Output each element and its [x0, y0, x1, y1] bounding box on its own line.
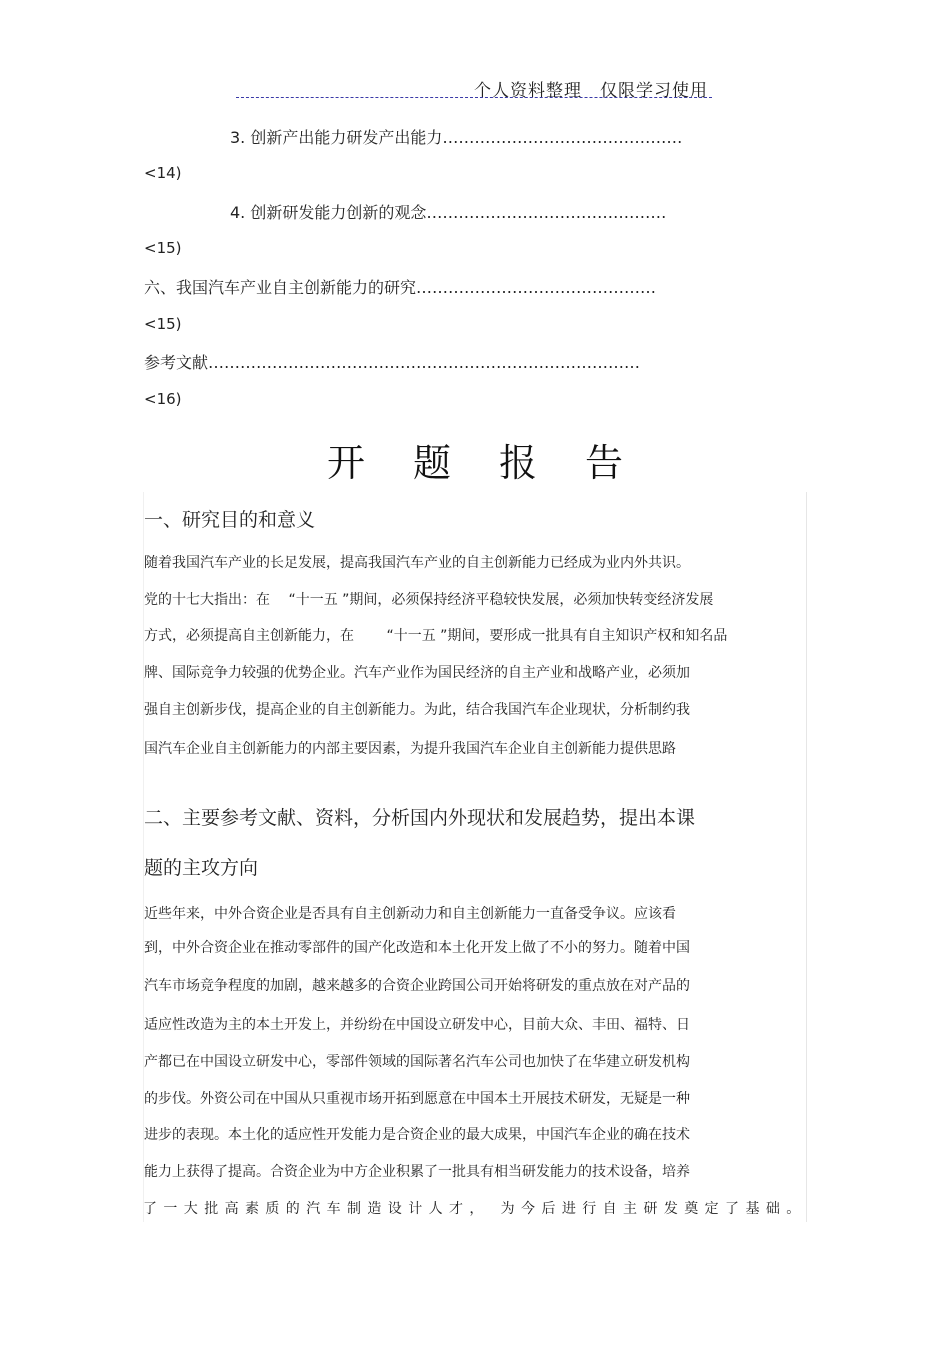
toc-entry	[230, 200, 666, 223]
toc-label: 六、我国汽车产业自主创新能力的研究	[144, 278, 417, 297]
toc-leader: ………………………………………………………………………	[208, 353, 641, 372]
paragraph-line: 近些年来，中外合资企业是否具有自主创新动力和自主创新能力一直备受争议。应该看	[144, 906, 676, 922]
header-divider	[236, 97, 712, 98]
paragraph-line: 进步的表现。本土化的适应性开发能力是合资企业的最大成果，中国汽车企业的确在技术	[144, 1127, 690, 1143]
paragraph-line-justified: 了一大批高素质的汽车制造设计人才， 为今后进行自主研发奠定了基础。	[143, 1201, 807, 1217]
paragraph-line: 国汽车企业自主创新能力的内部主要因素，为提升我国汽车企业自主创新能力提供思路	[144, 741, 676, 757]
paragraph-line: 随着我国汽车产业的长足发展，提高我国汽车产业的自主创新能力已经成为业内外共识。	[144, 555, 690, 571]
paragraph-line: 牌、国际竞争力较强的优势企业。汽车产业作为国民经济的自主产业和战略产业，必须加	[144, 665, 690, 681]
toc-leader: ………………………………………	[442, 128, 683, 147]
paragraph-line: 到，中外合资企业在推动零部件的国产化改造和本土化开发上做了不小的努力。随着中国	[144, 940, 690, 956]
paragraph-line: 能力上获得了提高。合资企业为中方企业积累了一批具有相当研发能力的技术设备，培养	[144, 1164, 690, 1180]
paragraph-line: 产都已在中国设立研发中心，零部件领域的国际著名汽车公司也加快了在华建立研发机构	[144, 1054, 690, 1070]
toc-leader: ………………………………………	[426, 203, 667, 222]
paragraph-line: 适应性改造为主的本土开发上，并纷纷在中国设立研发中心，目前大众、丰田、福特、日	[144, 1017, 690, 1033]
paragraph-line: 强自主创新步伐，提高企业的自主创新能力。为此，结合我国汽车企业现状，分析制约我	[144, 702, 690, 718]
paragraph-line: 汽车市场竞争程度的加剧，越来越多的合资企业跨国公司开始将研发的重点放在对产品的	[144, 978, 690, 994]
toc-page-number: <15)	[144, 239, 182, 257]
toc-entry	[144, 275, 656, 298]
paragraph-line: 党的十七大指出：在 “十一五 ”期间，必须保持经济平稳较快发展，必须加快转变经济发展	[144, 592, 714, 608]
toc-page-number: <15)	[144, 315, 182, 333]
toc-leader: ………………………………………	[416, 278, 657, 297]
section-heading-references: 二、主要参考文献、资料，分析国内外现状和发展趋势，提出本课	[144, 807, 696, 829]
toc-label: 参考文献	[144, 353, 209, 372]
toc-entry	[230, 125, 682, 148]
paragraph-line: 的步伐。外资公司在中国从只重视市场开拓到愿意在中国本土开展技术研发，无疑是一种	[144, 1091, 690, 1107]
section-heading-purpose: 一、研究目的和意义	[144, 509, 316, 531]
content-box-right-border	[806, 492, 807, 1222]
section-heading-references-cont: 题的主攻方向	[144, 857, 259, 879]
toc-label: 4. 创新研发能力创新的观念	[230, 203, 427, 222]
toc-page-number: <16)	[144, 390, 182, 408]
toc-page-number: <14)	[144, 164, 182, 182]
toc-label: 3. 创新产出能力研发产出能力	[230, 128, 443, 147]
toc-entry	[144, 350, 640, 373]
page-header: 个人资料整理 仅限学习使用	[474, 81, 708, 101]
paragraph-line: 方式，必须提高自主创新能力，在 “十一五 ”期间，要形成一批具有自主知识产权和知名品	[144, 628, 728, 644]
report-title: 开题报告	[326, 441, 671, 485]
